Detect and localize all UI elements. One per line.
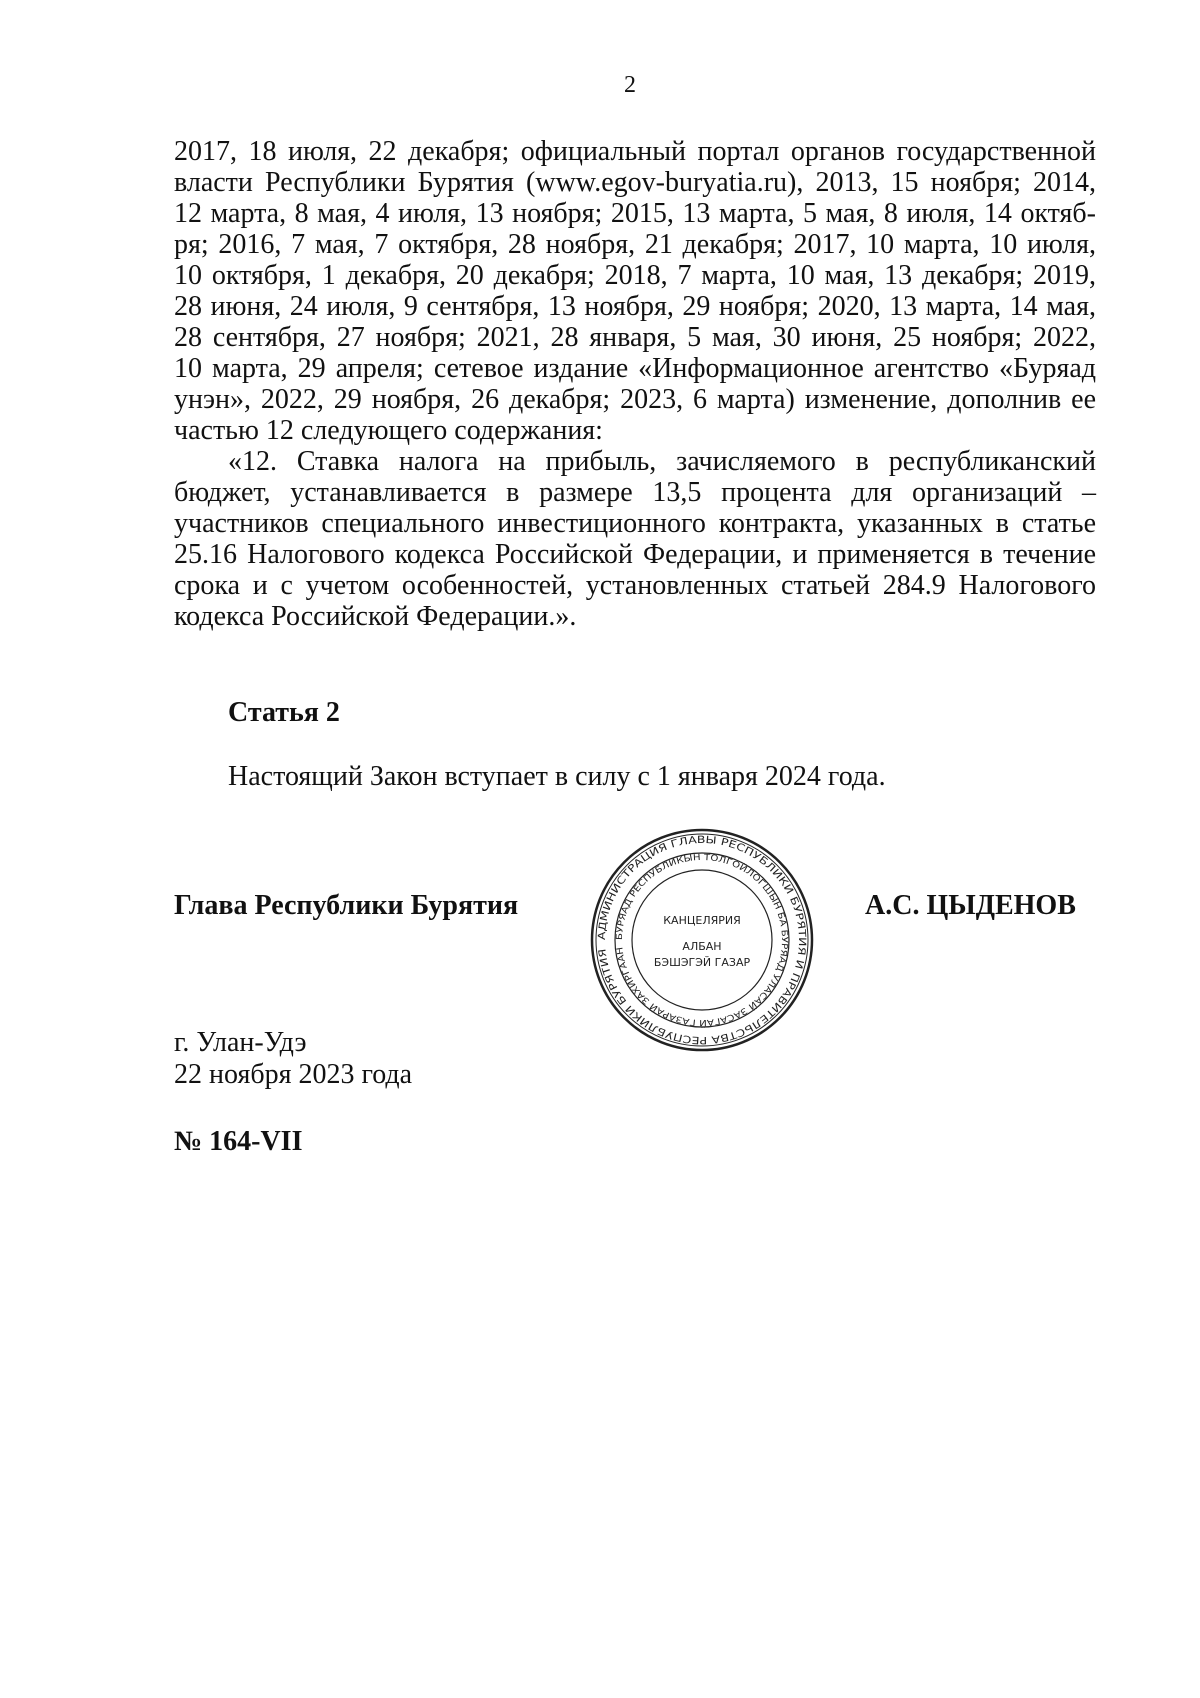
text-line: бюджет, устанавливается в размере 13,5 процента для организаций – [174, 477, 1096, 508]
law-number: № 164-VII [174, 1126, 303, 1157]
page-number: 2 [624, 72, 636, 98]
stamp-center-line: АЛБАН [682, 940, 722, 953]
article-heading: Статья 2 [228, 697, 340, 728]
text-line: унэн», 2022, 29 ноября, 26 декабря; 2023, 6 марта) изменение, дополнив ее [174, 384, 1096, 415]
text-line: срока и с учетом особенностей, установленных статьей 284.9 Налогового [174, 570, 1096, 601]
text-line: 28 июня, 24 июля, 9 сентября, 13 ноября, 29 ноября; 2020, 13 марта, 14 мая, [174, 291, 1096, 322]
place-of-signing: г. Улан-Удэ [174, 1027, 307, 1058]
text-line: участников специального инвестиционного контракта, указанных в статье [174, 508, 1096, 539]
stamp-center-line: БЭШЭГЭЙ ГАЗАР [653, 956, 751, 969]
text-line: частью 12 следующего содержания: [174, 415, 603, 446]
text-line: 10 марта, 29 апреля; сетевое издание «Информационное агентство «Буряад [174, 353, 1096, 384]
text-line: «12. Ставка налога на прибыль, зачисляемого в республиканский [228, 446, 1096, 477]
text-line: 12 марта, 8 мая, 4 июля, 13 ноября; 2015, 13 марта, 5 мая, 8 июля, 14 октяб- [174, 198, 1096, 229]
text-line: 10 октября, 1 декабря, 20 декабря; 2018, 7 марта, 10 мая, 13 декабря; 2019, [174, 260, 1096, 291]
text-line: кодекса Российской Федерации.». [174, 601, 577, 632]
stamp-outer-text: АДМИНИСТРАЦИЯ ГЛАВЫ РЕСПУБЛИКИ БУРЯТИЯ И ПРАВИТЕЛЬСТВА РЕСПУБЛИКИ БУРЯТИЯ [596, 834, 808, 1046]
signing-date: 22 ноября 2023 года [174, 1059, 413, 1090]
effective-date-text: Настоящий Закон вступает в силу с 1 января 2024 года. [228, 761, 886, 792]
signatory-name: А.С. ЦЫДЕНОВ [865, 890, 1076, 921]
text-line: ря; 2016, 7 мая, 7 октября, 28 ноября, 21 декабря; 2017, 10 марта, 10 июля, [174, 229, 1096, 260]
text-line: 25.16 Налогового кодекса Российской Федерации, и применяется в течение [174, 539, 1096, 570]
stamp-inner-text: БУРЯАД РЕСПУБЛИКЫН ТОЛГОЙЛОГШЫН БА БУРЯАД УЛАСАЙ ЗАСАГАЙ ГАЗАРАЙ ЗАХИРГААН [614, 852, 790, 1028]
signatory-title: Глава Республики Бурятия [174, 890, 519, 921]
text-line: 2017, 18 июля, 22 декабря; официальный портал органов государственной [174, 136, 1096, 167]
text-line: 28 сентября, 27 ноября; 2021, 28 января, 5 мая, 30 июня, 25 ноября; 2022, [174, 322, 1096, 353]
official-stamp [588, 826, 816, 1054]
text-line: власти Республики Бурятия (www.egov-buryatia.ru), 2013, 15 ноября; 2014, [174, 167, 1096, 198]
stamp-center-line: КАНЦЕЛЯРИЯ [663, 914, 741, 927]
